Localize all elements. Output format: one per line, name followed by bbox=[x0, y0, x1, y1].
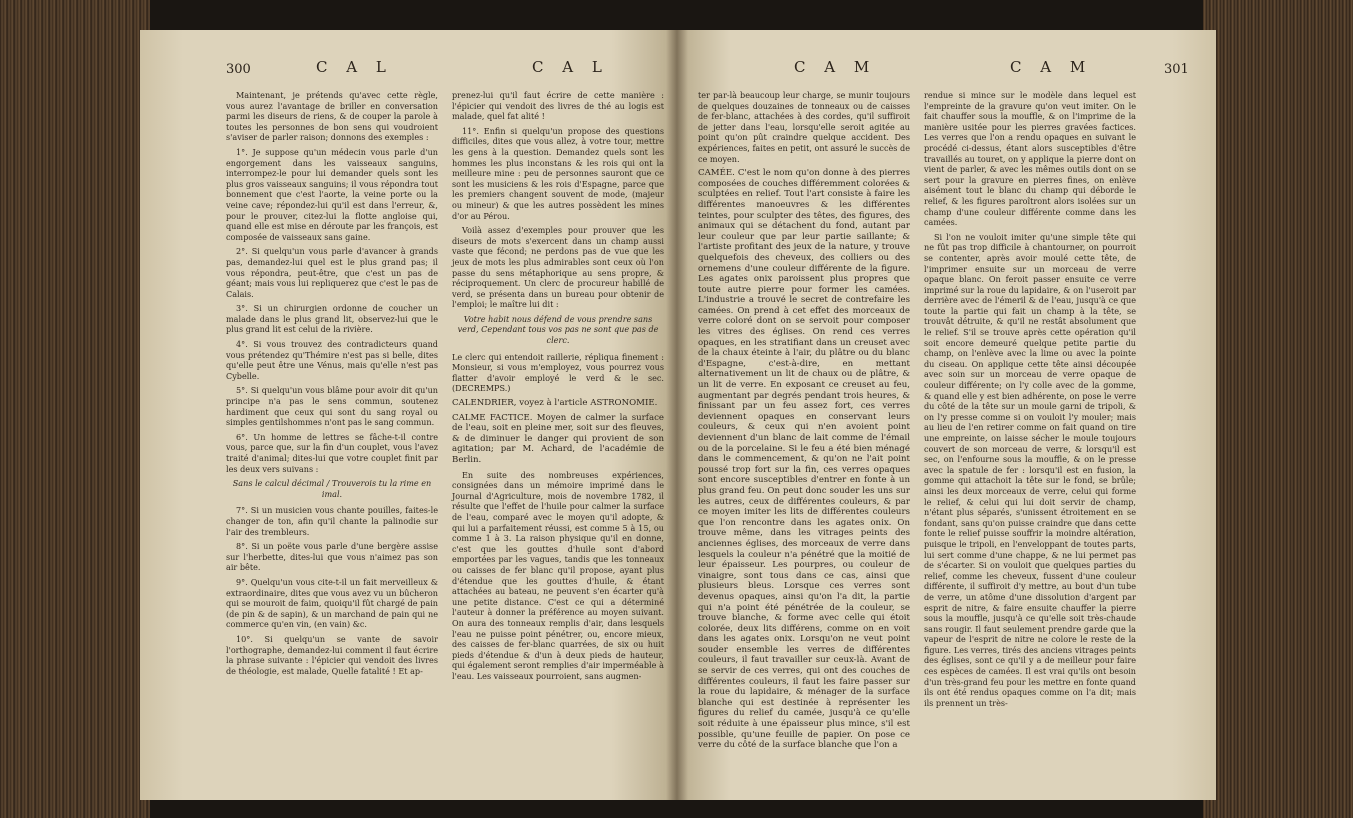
paragraph: 9°. Quelqu'un vous cite-t-il un fait merveilleux & extraordinaire, dites que vous avez vu un bûcheron qui se mouroit de faim, quoiqu'il fût chargé de pain (de pin & de sapin), & un marchand de pain qui ne commerce qu'en vin, (en vain) &c. bbox=[226, 576, 438, 630]
paragraph: Voilà assez d'exemples pour prouver que les diseurs de mots s'exercent dans un champ aussi vaste que fécond; ne perdons pas de vue que les jeux de mots les plus admirables sont ceux où l'on passe du sens métaphorique au sens propre, & réciproquement. Un clerc de procureur habillé de verd, se présenta dans un bureau pour obtenir de l'emploi; le maître lui dit : bbox=[452, 225, 664, 310]
verse-couplet: Sans le calcul décimal / Trouverois tu la rime en imal. bbox=[232, 478, 432, 499]
running-header-right-1: C A M bbox=[794, 58, 877, 76]
right-page-column-2 bbox=[924, 90, 1136, 712]
left-page-column-1 bbox=[226, 90, 438, 680]
paragraph: 7°. Si un musicien vous chante pouilles, faites-le changer de ton, afin qu'il chante la palinodie sur l'air des trembleurs. bbox=[226, 505, 438, 537]
paragraph: Si l'on ne vouloit imiter qu'une simple tête qui ne fût pas trop difficile à chantourner, on pourroit se contenter, après avoir moulé cette tête, de l'imprimer ensuite sur un morceau de verre opaque blanc. On feroit passer ensuite ce verre imprimé sur la roue du lapidaire, & on l'useroit par derrière avec de l'émeril & de l'eau, jusqu'à ce que toute la partie qui fait un champ à la tête, se trouvât détruite, & qu'il ne restât absolument que le relief. S'il se trouve après cette opération qu'il soit encore demeuré quelque petite partie du champ, on l'enlève avec la lime ou avec la pointe du ciseau. On applique cette tête ainsi découpée avec soin sur un morceau de verre opaque de couleur différente; on l'y colle avec de la gomme, & quand elle y est bien adhérente, on pose le verre du côté de la tête sur un moule garni de tripoli, & on l'y presse comme si on vouloit l'y mouler; mais au lieu de l'en retirer comme on fait quand on tire une empreinte, on laisse sécher le moule toujours couvert de son morceau de verre, & lorsqu'il est sec, on l'enfourne sous la mouffle, & on le presse avec la spatule de fer : lorsqu'il est en fusion, la gomme qui attachoit la tête sur le fond, se brûle; ainsi les deux morceaux de verre, celui qui forme le relief, & celui qui lui doit servir de champ, n'étant plus séparés, s'unissent étroitement en se fondant, sans qu'on puisse craindre que dans cette fonte le relief puisse souffrir la moindre altération, puisque le tripoli, en l'enveloppant de toutes parts, lui sert comme d'une chappe, & ne lui permet pas de s'écarter. Si on vouloit que quelques parties du relief, comme les cheveux, fussent d'une couleur différente, il suffiroit d'y mettre, au bout d'un tube de verre, un atôme d'une dissolution d'argent par esprit de nitre, & faire ensuite chauffer la pierre sous la mouffle, jusqu'à ce qu'elle soit très-chaude sans rougir. Il faut seulement prendre garde que la vapeur de l'esprit de nitre ne colore le reste de la figure. Les verres, tirés des anciens vitrages peints des églises, sont ce qu'il y a de meilleur pour faire ces espèces de camées. Il est vrai qu'ils ont besoin d'un très-grand feu pour les mettre en fonte quand ils ont été rendus opaques comme on l'a dit; mais ils prennent un très- bbox=[924, 231, 1136, 708]
paragraph: 11°. Enfin si quelqu'un propose des questions difficiles, dites que vous allez, à votre tour, mettre les gens à la question. Demandez quels sont les hommes les plus inconstans & les rois qui ont la meilleure mine : peu de personnes sauront que ce sont les musiciens & les rois d'Espagne, parce que les premiers changent souvent de mode, (majeur ou mineur) & que les autres possèdent les mines d'or au Pérou. bbox=[452, 125, 664, 221]
paragraph: 3°. Si un chirurgien ordonne de coucher un malade dans le plus grand lit, observez-lui que le plus grand lit est celui de la rivière. bbox=[226, 303, 438, 335]
entry-calendrier: CALENDRIER, voyez à l'article ASTRONOMIE. bbox=[452, 398, 658, 409]
paragraph: rendue si mince sur le modèle dans lequel est l'empreinte de la gravure qu'on veut imiter. On le fait chauffer sous la mouffle, & on l'imprime de la manière usitée pour les pierres gravées factices. Les verres que l'on a rendu opaques en suivant le procédé ci-dessus, étant alors susceptibles d'être travaillés au touret, on y applique la pierre dont on vient de parler, & avec les mêmes outils dont on se sert pour la gravure en pierres fines, on enlève aisément tout le blanc du champ qui déborde le relief, & les figures paroîtront alors isolées sur un champ d'une couleur différente comme dans les camées. bbox=[924, 90, 1136, 228]
paragraph: 1°. Je suppose qu'un médecin vous parle d'un engorgement dans les vaisseaux sanguins, interrompez-le pour lui demander quels sont les plus gros vaisseaux sanguins; il vous répondra tout bonnement que c'est l'aorte, la veine porte ou la veine cave; répondez-lui qu'il est dans l'erreur, &, pour le prouver, citez-lui la flotte angloise qui, quand elle est mise en déroute par les françois, est composée de vaisseaux sans gaine. bbox=[226, 146, 438, 242]
book-gutter bbox=[666, 30, 688, 800]
paragraph: En suite des nombreuses expériences, consignées dans un mémoire imprimé dans le Journal d'Agriculture, mois de novembre 1782, il résulte que l'effet de l'huile pour calmer la surface de l'eau, comparé avec le moyen qu'il adopte, & qui lui a parfaitement réussi, est comme 5 à 15, ou comme 1 à 3. La raison physique qu'il en donne, c'est que les gouttes d'huile sont d'abord emportées par les vagues, tandis que les tonneaux ou caisses de fer blanc qu'il propose, ayant plus d'étendue que les gouttes d'huile, & étant attachées au bateau, ne peuvent s'en écarter qu'à une petite distance. C'est ce qui a déterminé l'auteur à donner la préférence au moyen suivant. On aura des tonneaux remplis d'air, dans lesquels l'eau ne puisse point pénétrer, ou, encore mieux, des caisses de fer-blanc quarrées, de six ou huit pieds d'étendue & d'un à deux pieds de hauteur, qui également seront remplies d'air imperméable à l'eau. Les vaisseaux pourroient, sans augmen- bbox=[452, 469, 664, 681]
paragraph: 6°. Un homme de lettres se fâche-t-il contre vous, parce que, sur la fin d'un couplet, vous l'avez traité d'animal; dites-lui que votre couplet finit par les deux vers suivans : bbox=[226, 431, 438, 474]
right-page-edges bbox=[1203, 0, 1353, 818]
paragraph: 5°. Si quelqu'un vous blâme pour avoir dit qu'un principe n'a pas le sens commun, soutenez hardiment que ceux qui sont du sang royal ou simples gentilshommes n'ont pas le sang commun. bbox=[226, 385, 438, 428]
page-number-left: 300 bbox=[226, 62, 251, 77]
running-header-right-2: C A M bbox=[1010, 58, 1093, 76]
paragraph: Maintenant, je prétends qu'avec cette règle, vous aurez l'avantage de briller en conversation parmi les diseurs de riens, & de couper la parole à toutes les personnes de bon sens qui voudroient s'aviser de parler raison; donnons des exemples : bbox=[226, 90, 438, 143]
paragraph: ter par-là beaucoup leur charge, se munir toujours de quelques douzaines de tonneaux ou de caisses de fer-blanc, attachées à des cordes, qu'il suffiroit de jetter dans l'eau, lorsqu'elle seroit agitée au point qu'on pût craindre quelque accident. Des expériences, faites en petit, ont assuré le succès de ce moyen. bbox=[698, 90, 910, 164]
running-header-left-2: C A L bbox=[532, 58, 609, 76]
right-page bbox=[676, 30, 1216, 800]
paragraph: prenez-lui qu'il faut écrire de cette manière : l'épicier qui vendoit des livres de thé au logis est malade, quel fat alité ! bbox=[452, 90, 664, 122]
entry-camee: CAMÉE. C'est le nom qu'on donne à des pierres composées de couches différemment colorées & sculptées en relief. Tout l'art consiste à faire les différentes manoeuvres & les différentes teintes, pour sculpter des têtes, des figures, des animaux qui se détachent du fond, autant par leur couleur que par leur partie saillante; & l'artiste profitant des jeux de la nature, y trouve quelquefois des cheveux, des colliers ou des ornemens d'une couleur différente de la figure. Les agates onix paroissent plus propres que toute autre pierre pour former les camées. L'industrie a trouvé le secret de contrefaire les camées. On prend à cet effet des morceaux de verre coloré dont on se servoit pour composer les vitres des églises. On rend ces verres opaques, en les stratifiant dans un creuset avec de la chaux éteinte à l'air, du plâtre ou du blanc d'Espagne, c'est-à-dire, en mettant alternativement un lit de chaux ou de plâtre, & un lit de verre. En exposant ce creuset au feu, augmentant par degrés pendant trois heures, & finissant par un feu assez fort, ces verres deviennent opaques en conservant leurs couleurs, & ceux qui n'en avoient point deviennent d'un blanc de lait comme de l'émail ou de la porcelaine. Si le feu a été bien ménagé dans le commencement, & qu'on ne l'ait point poussé trop fort sur la fin, ces verres opaques sont encore susceptibles d'entrer en fonte à un plus grand feu. On peut donc souder les uns sur les autres, ceux de différentes couleurs, & par ce moyen imiter les lits de différentes couleurs que l'on rencontre dans les agates onix. On trouve même, dans les vitrages peints des anciennes églises, des morceaux de verre dans lesquels la couleur n'a pénétré que la moitié de leur épaisseur. Les pourpres, ou couleur de vinaigre, sont tous dans ce cas, ainsi que plusieurs bleus. Lorsque ces verres sont devenus opaques, ainsi qu'on l'a dit, la partie qui n'a point été pénétrée de la couleur, se trouve blanche, & forme avec celle qui étoit colorée, deux lits différens, comme on en voit dans les agates onix. Lorsqu'on ne veut point souder ensemble les verres de différentes couleurs, il faut travailler sur ceux-là. Avant de se servir de ces verres, qui ont des couches de différentes couleurs, il faut les faire passer sur la roue du lapidaire, & ménager de la surface blanche qui est destinée à représenter les figures du relief du camée, jusqu'à ce qu'elle soit réduite à une épaisseur plus mince, s'il est possible, qu'une feuille de papier. On pose ce verre du côté de la surface blanche que l'on a bbox=[698, 168, 910, 751]
right-page-column-1 bbox=[698, 90, 910, 755]
left-page-edges bbox=[0, 0, 150, 818]
page-number-right: 301 bbox=[1164, 62, 1189, 77]
paragraph: 4°. Si vous trouvez des contradicteurs quand vous prétendez qu'Thémire n'est pas si belle, dites qu'elle peut être une Vénus, mais qu'elle n'est pas Cybelle. bbox=[226, 339, 438, 381]
paragraph: Le clerc qui entendoit raillerie, répliqua finement : Monsieur, si vous m'employez, vous pourrez vous flatter d'avoir employé le verd & le sec. (DECREMPS.) bbox=[452, 351, 664, 394]
left-page-column-2 bbox=[452, 90, 664, 685]
running-header-left-1: C A L bbox=[316, 58, 393, 76]
paragraph: 8°. Si un poëte vous parle d'une bergère assise sur l'herbette, dites-lui que vous n'aimez pas son air bête. bbox=[226, 541, 438, 573]
paragraph: 2°. Si quelqu'un vous parle d'avancer à grands pas, demandez-lui quel est le plus grand pas; il vous répondra, peut-être, que c'est un pas de géant; mais vous lui repliquerez que c'est le pas de Calais. bbox=[226, 246, 438, 299]
entry-calme-factice: CALME FACTICE. Moyen de calmer la surface de l'eau, soit en pleine mer, soit sur des fleuves, & de diminuer le danger qui provient de son agitation; par M. Achard, de l'académie de Berlin. bbox=[452, 412, 664, 465]
paragraph: 10°. Si quelqu'un se vante de savoir l'orthographe, demandez-lui comment il faut écrire la phrase suivante : l'épicier qui vendoit des livres de théologie, est malade, Quelle fatalité ! Et ap- bbox=[226, 633, 438, 676]
verse-couplet: Votre habit nous défend de vous prendre sans verd, Cependant tous vos pas ne sont que pas de clerc. bbox=[457, 313, 659, 346]
left-page bbox=[140, 30, 676, 800]
